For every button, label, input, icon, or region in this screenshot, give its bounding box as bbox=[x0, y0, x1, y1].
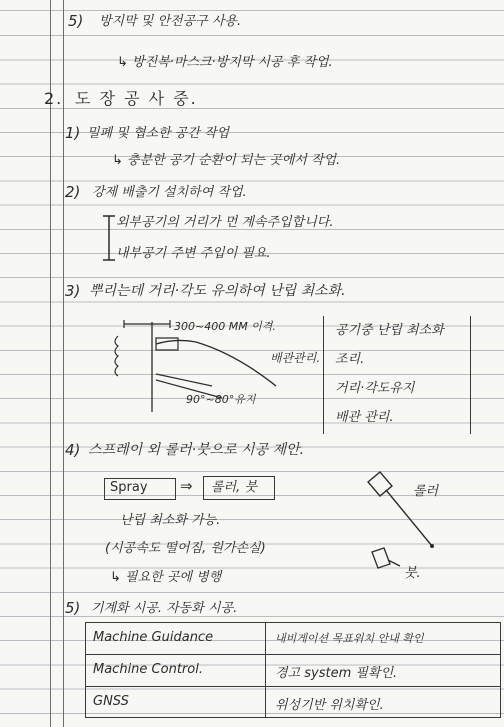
text-line: 뿌리는데 거리·각도 유의하여 난립 최소화. bbox=[89, 283, 346, 299]
angle-note: 90°~80°유지 bbox=[186, 393, 256, 406]
table-desc: 위성기반 위치확인. bbox=[275, 698, 384, 713]
text-line: ↳ 필요한 곳에 병행 bbox=[110, 570, 222, 585]
roller-brush-label: 롤러, 붓 bbox=[211, 480, 257, 495]
pipe-note: 배관관리. bbox=[270, 351, 321, 365]
item-number: 2) bbox=[65, 183, 81, 201]
box-line: 조리. bbox=[335, 352, 365, 367]
text-line: (시공속도 떨어짐, 원가손실) bbox=[105, 541, 266, 556]
table-desc: 내비게이션 목표위치 안내 확인 bbox=[275, 632, 424, 645]
item-number: 4) bbox=[65, 441, 81, 459]
column-divider bbox=[265, 622, 266, 717]
guidance-table bbox=[85, 622, 501, 718]
box-line: 배관 관리. bbox=[335, 410, 394, 425]
item-number: 5) bbox=[65, 599, 81, 617]
item-number: 5) bbox=[68, 12, 84, 30]
item-number: 1) bbox=[65, 124, 81, 142]
text-line: 외부공기의 거리가 먼 계속주입합니다. bbox=[116, 215, 334, 230]
section-number: 2. bbox=[44, 89, 64, 108]
dimension-note: 300~400 MM 이격. bbox=[174, 320, 276, 333]
table-term: Machine Guidance bbox=[93, 630, 214, 645]
text-line: ↳ 충분한 공기 순환이 되는 곳에서 작업. bbox=[112, 153, 341, 168]
spray-label: Spray bbox=[110, 480, 148, 495]
item-number: 3) bbox=[65, 282, 81, 300]
margin-line bbox=[50, 0, 51, 727]
text-line: 기계화 시공. 자동화 시공. bbox=[91, 601, 238, 616]
text-line: 밀폐 및 협소한 공간 작업 bbox=[87, 126, 230, 141]
arrow: ⇒ bbox=[180, 477, 193, 495]
bracket-mark bbox=[100, 214, 116, 264]
text-line: 난립 최소화 가능. bbox=[120, 513, 221, 528]
roller-label: 롤러 bbox=[413, 484, 439, 499]
text-line: 방지막 및 안전공구 사용. bbox=[99, 14, 242, 29]
brush-label: 붓. bbox=[404, 566, 421, 581]
table-term: GNSS bbox=[93, 694, 129, 709]
text-line: 강제 배출기 설치하여 작업. bbox=[92, 185, 247, 200]
table-desc: 경고 system 필확인. bbox=[275, 666, 398, 681]
box-line: 공기중 난립 최소화 bbox=[335, 323, 444, 338]
section-title: 도 장 공 사 중. bbox=[75, 89, 198, 108]
text-line: 스프레이 외 롤러·붓으로 시공 제안. bbox=[88, 442, 305, 458]
table-term: Machine Control. bbox=[93, 662, 203, 677]
row-divider bbox=[85, 654, 500, 655]
box-line: 거리·각도유지 bbox=[335, 381, 415, 396]
text-line: 내부공기 주변 주입이 필요. bbox=[116, 246, 271, 261]
text-line: ↳ 방진복·마스크·방지막 시공 후 작업. bbox=[117, 55, 333, 70]
row-divider bbox=[85, 686, 500, 687]
margin-line bbox=[63, 0, 64, 727]
